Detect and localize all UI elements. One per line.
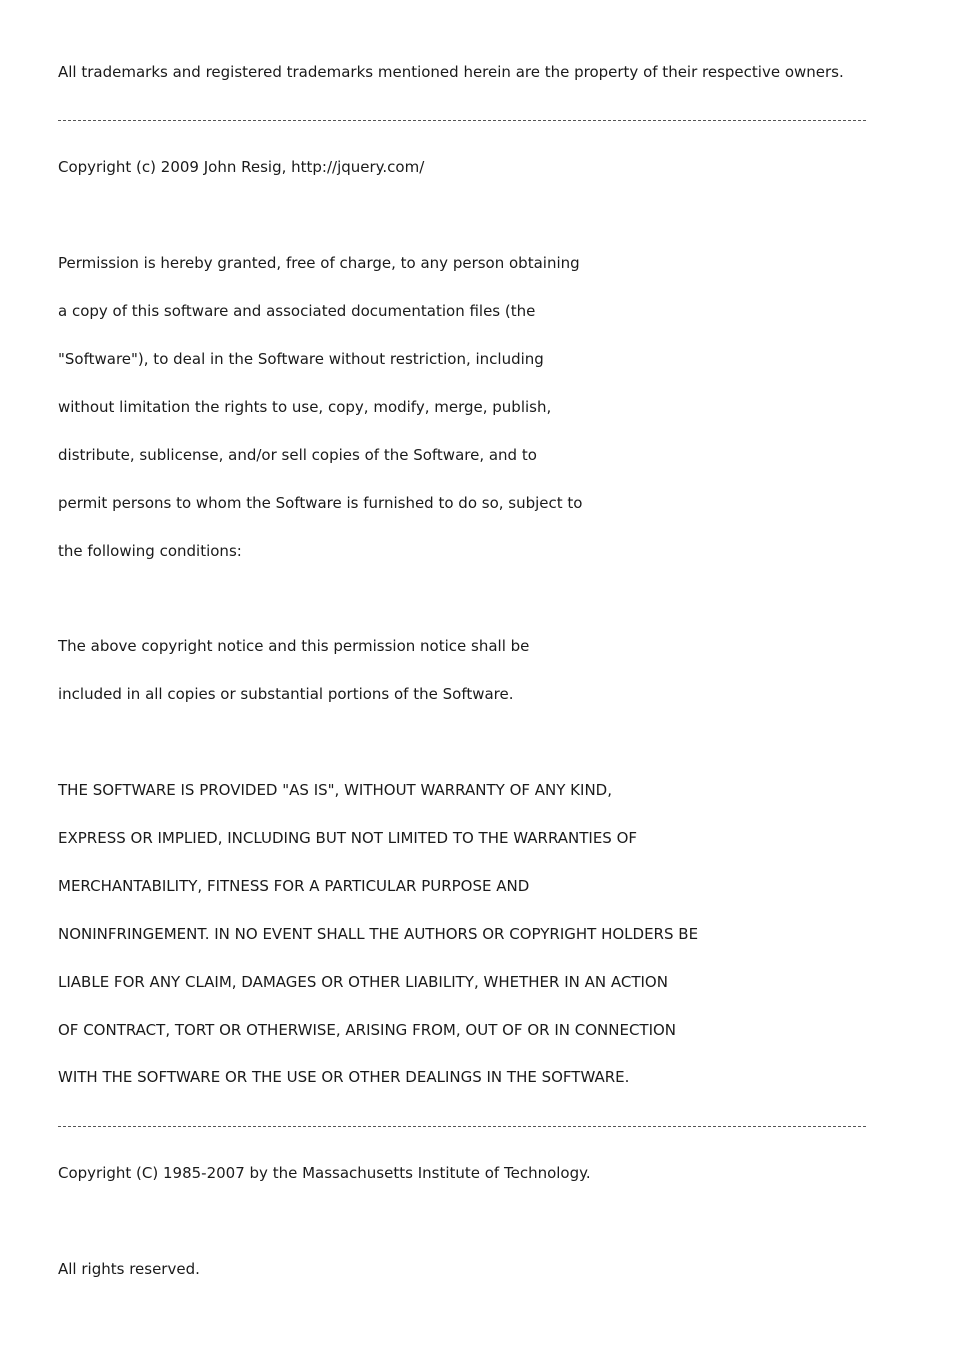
permission-line: "Software"), to deal in the Software without restriction, including xyxy=(58,350,544,368)
permission-line: a copy of this software and associated documentation files (the xyxy=(58,302,536,320)
permission-line: the following conditions: xyxy=(58,542,242,560)
warranty-line: OF CONTRACT, TORT OR OTHERWISE, ARISING FROM, OUT OF OR IN CONNECTION xyxy=(58,1021,677,1039)
mit-copyright: Copyright (C) 1985-2007 by the Massachusetts Institute of Technology. xyxy=(58,1164,591,1182)
warranty-line: MERCHANTABILITY, FITNESS FOR A PARTICULAR PURPOSE AND xyxy=(58,877,530,895)
warranty-line: LIABLE FOR ANY CLAIM, DAMAGES OR OTHER LIABILITY, WHETHER IN AN ACTION xyxy=(58,973,668,991)
jquery-copyright: Copyright (c) 2009 John Resig, http://jquery.com/ xyxy=(58,158,425,176)
section-divider xyxy=(58,1126,866,1127)
warranty-line: THE SOFTWARE IS PROVIDED "AS IS", WITHOUT WARRANTY OF ANY KIND, xyxy=(58,781,612,799)
permission-line: without limitation the rights to use, copy, modify, merge, publish, xyxy=(58,398,552,416)
permission-line: distribute, sublicense, and/or sell copies of the Software, and to xyxy=(58,446,537,464)
warranty-line: NONINFRINGEMENT. IN NO EVENT SHALL THE AUTHORS OR COPYRIGHT HOLDERS BE xyxy=(58,925,699,943)
notice-line: The above copyright notice and this permission notice shall be xyxy=(58,637,530,655)
section-divider xyxy=(58,120,866,121)
permission-line: permit persons to whom the Software is furnished to do so, subject to xyxy=(58,494,583,512)
warranty-line: EXPRESS OR IMPLIED, INCLUDING BUT NOT LIMITED TO THE WARRANTIES OF xyxy=(58,829,638,847)
warranty-line: WITH THE SOFTWARE OR THE USE OR OTHER DEALINGS IN THE SOFTWARE. xyxy=(58,1068,630,1086)
trademark-notice: All trademarks and registered trademarks mentioned herein are the property of their respective owners. xyxy=(58,63,844,81)
notice-line: included in all copies or substantial portions of the Software. xyxy=(58,685,514,703)
permission-line: Permission is hereby granted, free of charge, to any person obtaining xyxy=(58,254,580,272)
rights-reserved: All rights reserved. xyxy=(58,1260,200,1278)
